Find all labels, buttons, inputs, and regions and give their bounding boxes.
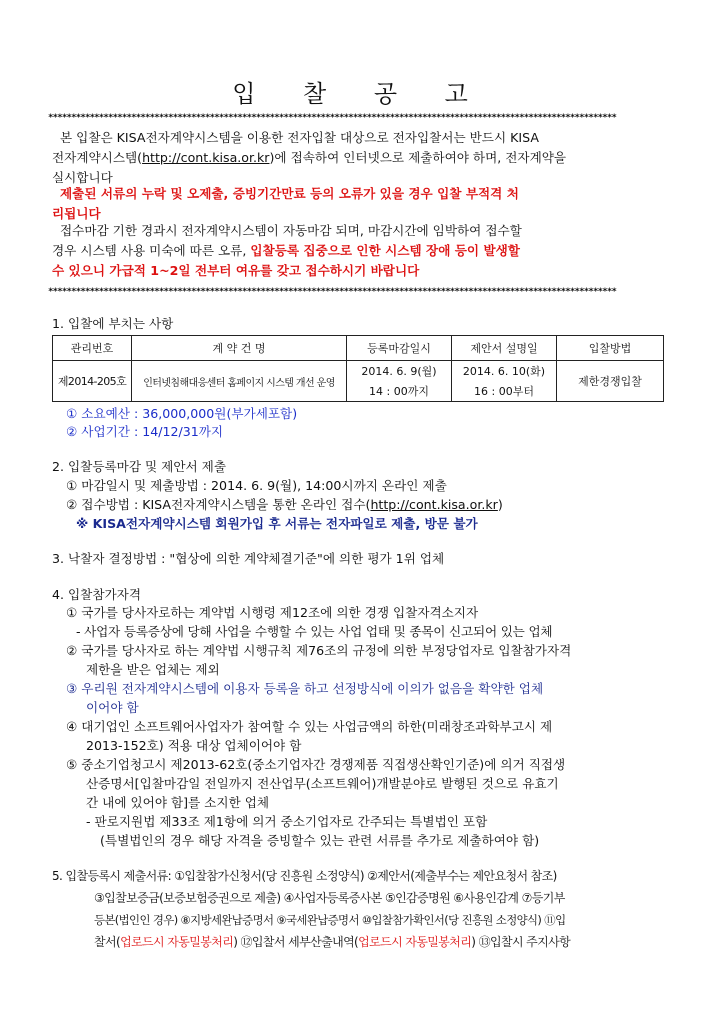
notice-warning-1: 제출된 서류의 누락 및 오제출, 증빙기간만료 등의 오류가 있을 경우 입찰 부적격 처 [60,186,519,201]
section-4-item-2b: 제한을 받은 업체는 제외 [86,662,220,677]
section-4-item-3a: ③ 우리원 전자계약시스템에 이용자 등록을 하고 선정방식에 이의가 없음을 확약한 업체 [66,681,544,696]
kisa-link-2[interactable]: http://cont.kisa.or.kr [370,497,498,512]
notice-line-2 [52,148,672,169]
star-divider-top: *************************************************************************************************************************** [48,113,617,123]
page-title: 입 찰 공 고 [232,80,488,108]
section-2-item-2-text: ② 접수방법 : KISA전자계약시스템을 통한 온라인 접수( [66,497,371,512]
header-method: 입찰방법 [557,336,664,361]
notice-line-7-text: 경우 시스템 사용 미숙에 따른 오류, [52,243,251,258]
section-2-item-2 [66,495,686,516]
cell-method: 제한경쟁입찰 [557,361,664,402]
cell-id: 제2014-205호 [53,361,132,402]
notice-warning-2: 리됩니다 [52,206,101,221]
notice-line-2-text: 전자계약시스템( [52,150,143,165]
cell-deadline-time: 14 : 00까지 [347,381,452,402]
section-1-heading: 1. 입찰에 부치는 사항 [52,316,174,331]
header-deadline: 등록마감일시 [347,336,452,361]
section-4-item-5c: 간 내에 있어야 함]를 소지한 업체 [86,795,270,810]
cell-contract-name: 인터넷침해대응센터 홈페이지 시스템 개선 운영 [132,361,347,402]
section-5-line-4-a: 찰서( [94,935,121,949]
notice-line-1: 본 입찰은 KISA전자계약시스템을 이용한 전자입찰 대상으로 전자입찰서는 반드시 KISA [60,130,539,145]
budget-line: ① 소요예산 : 36,000,000원(부가세포함) [66,406,298,421]
section-4-item-2a: ② 국가를 당사자로 하는 계약법 시행규칙 제76조의 규정에 의한 부정당업자로 입찰참가자격 [66,643,572,658]
section-4-item-3b: 이어야 함 [86,700,139,715]
section-4-item-5-sub1: - 판로지원법 제33조 제1항에 의거 중소기업자로 간주되는 특별법인 포함 [86,814,488,829]
section-4-item-1-sub: - 사업자 등록증상에 당해 사업을 수행할 수 있는 사업 업태 및 종목이 신고되어 있는 업체 [76,624,553,639]
section-5-line-3: 등본(법인인 경우) ⑧지방세완납증명서 ⑨국세완납증명서 ⑩입찰참가확인서(당 진흥원 소정양식) ⑪입 [94,913,566,927]
section-4-item-4a: ④ 대기업인 소프트웨어사업자가 참여할 수 있는 사업금액의 하한(미래창조과학부고시 제 [66,719,553,734]
notice-line-7 [52,241,672,262]
table-row [53,361,664,382]
cell-deadline-date: 2014. 6. 9(월) [347,361,452,382]
notice-line-2-rest: )에 접속하여 인터넷으로 제출하여야 하며, 전자계약을 [269,150,567,165]
section-5-auto-seal-2: 업로드시 자동밀봉처리 [358,935,472,949]
header-id: 관리번호 [53,336,132,361]
period-line: ② 사업기간 : 14/12/31까지 [66,424,224,439]
section-2-item-2-close: ) [497,497,503,512]
bid-table [52,335,664,402]
section-5-auto-seal-1: 업로드시 자동밀봉처리 [120,935,234,949]
section-2-note: ※ KISA전자계약시스템 회원가입 후 서류는 전자파일로 제출, 방문 불가 [76,516,478,531]
section-4-item-5-sub2: (특별법인의 경우 해당 자격을 증빙할수 있는 관련 서류를 추가로 제출하여야 함) [100,833,540,848]
kisa-link[interactable]: http://cont.kisa.or.kr [142,150,270,165]
section-5-line-2: ③입찰보증금(보증보험증권으로 제출) ④사업자등록증사본 ⑤인감증명원 ⑥사용인감계 ⑦등기부 [94,891,565,905]
section-2-item-1: ① 마감일시 및 제출방법 : 2014. 6. 9(월), 14:00시까지 온라인 제출 [66,478,447,493]
section-4-item-5b: 산증명서[입찰마감일 전일까지 전산업무(소프트웨어)개발분야로 발행된 것으로 유효기 [86,776,559,791]
notice-line-8: 수 있으니 가급적 1~2일 전부터 여유를 갖고 접수하시기 바랍니다 [52,263,420,278]
table-header-row [53,336,664,361]
section-4-item-5a: ⑤ 중소기업청고시 제2013-62호(중소기업자간 경쟁제품 직접생산확인기준)에 의거 직접생 [66,757,566,772]
section-4-heading: 4. 입찰참가자격 [52,587,142,602]
star-divider-bottom: *************************************************************************************************************************** [48,287,617,297]
header-contract-name: 계 약 건 명 [132,336,347,361]
section-5-line-4-b: ) ⑫입찰서 세부산출내역( [233,935,359,949]
section-5-line-4 [94,932,714,953]
notice-line-6: 접수마감 기한 경과시 전자계약시스템이 자동마감 되며, 마감시간에 임박하여 접수할 [60,223,522,238]
section-3-heading: 3. 낙찰자 결정방법 : "협상에 의한 계약체결기준"에 의한 평가 1위 업체 [52,551,445,566]
header-briefing: 제안서 설명일 [452,336,557,361]
cell-briefing-time: 16 : 00부터 [452,381,557,402]
notice-line-3: 실시합니다 [52,170,113,185]
section-4-item-4b: 2013-152호) 적용 대상 업체이어야 함 [86,738,302,753]
notice-line-7-warning: 입찰등록 집중으로 인한 시스템 장애 등이 발생할 [250,243,520,258]
section-4-item-1: ① 국가를 당사자로하는 계약법 시행령 제12조에 의한 경쟁 입찰자격소지자 [66,605,479,620]
section-5-line-4-c: ) ⑬입찰시 주지사항 [471,935,571,949]
section-2-heading: 2. 입찰등록마감 및 제안서 제출 [52,459,227,474]
section-5-line-1: 5. 입찰등록시 제출서류: ①입찰참가신청서(당 진흥원 소정양식) ②제안서(제출부수는 제안요청서 참조) [52,869,557,883]
cell-briefing-date: 2014. 6. 10(화) [452,361,557,382]
